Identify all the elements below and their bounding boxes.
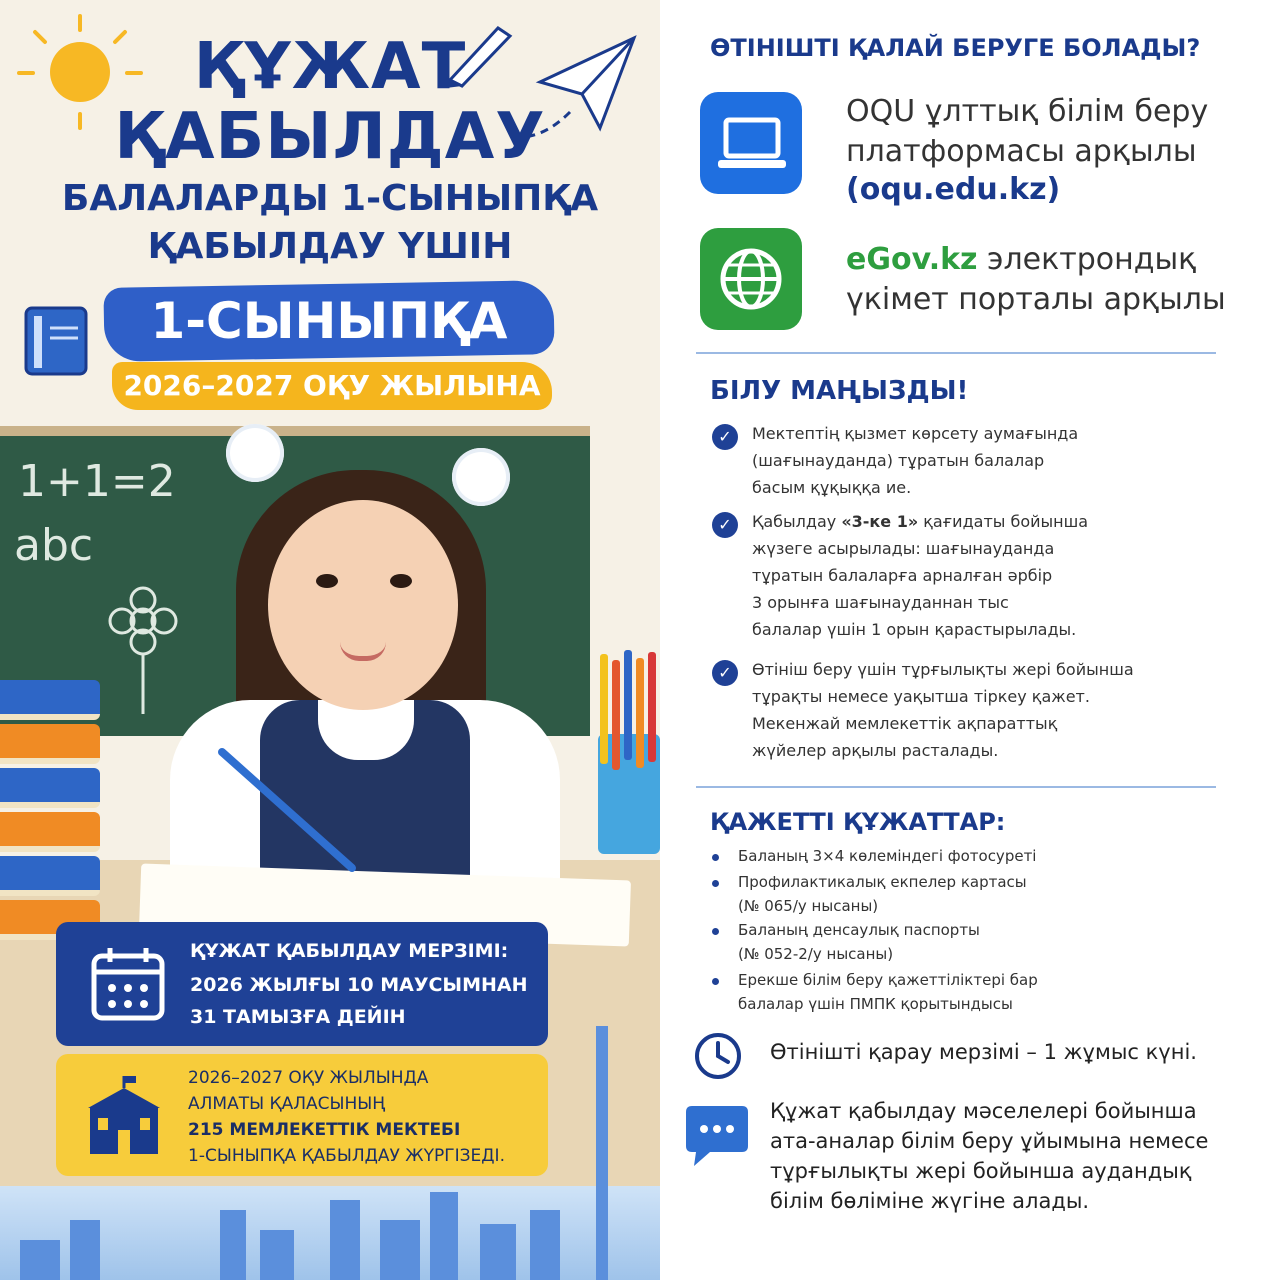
document-item-1: Баланың 3×4 көлеміндегі фотосуреті — [738, 847, 1037, 865]
section-divider — [696, 786, 1216, 788]
skyline-building — [480, 1224, 516, 1280]
important-item-3-line: Өтініш беру үшін тұрғылықты жері бойынша — [752, 660, 1134, 679]
important-item-2-line — [752, 508, 1088, 535]
contact-line: білім бөліміне жүгіне алады. — [770, 1189, 1090, 1213]
deadline-start: 2026 ЖЫЛҒЫ 10 МАУСЫМНАН — [190, 974, 528, 996]
oqu-platform-tile — [700, 92, 802, 194]
important-item-1-line: Мектептің қызмет көрсету аумағында — [752, 424, 1079, 443]
contact-info — [770, 1096, 1208, 1216]
egov-line2: үкімет порталы арқылы — [846, 282, 1226, 317]
skyline-building — [20, 1240, 60, 1280]
skyline-building — [530, 1210, 560, 1280]
document-item-3 — [738, 918, 980, 966]
check-icon: ✓ — [712, 660, 738, 686]
schools-count: 215 МЕМЛЕКЕТТІК МЕКТЕБІ — [188, 1120, 461, 1140]
writing-pencil-icon — [216, 748, 366, 878]
section-divider — [696, 352, 1216, 354]
important-item-1 — [752, 420, 1078, 501]
text-span: қағидаты бойынша — [918, 512, 1089, 531]
chat-bubble-icon — [684, 1102, 750, 1170]
deadline-end: 31 ТАМЫЗҒА ДЕЙІН — [190, 1006, 406, 1028]
calendar-icon — [90, 944, 166, 1024]
subtitle-line2: ҚАБЫЛДАУ ҮШІН — [147, 226, 513, 267]
oqu-link[interactable]: (oqu.edu.kz) — [846, 172, 1061, 207]
document-item-4 — [738, 968, 1038, 1016]
skyline-building — [260, 1230, 294, 1280]
girl-face — [268, 500, 458, 710]
document-item-2 — [738, 870, 1027, 918]
skyline-building — [330, 1200, 360, 1280]
document-item-4-line: Ерекше білім беру қажеттіліктері бар — [738, 971, 1038, 989]
book-icon — [20, 298, 100, 382]
colored-pencil — [600, 654, 608, 764]
important-item-3-line: тұрақты немесе уақытша тіркеу қажет. — [752, 687, 1090, 706]
bullet-dot — [712, 854, 719, 861]
important-item-1-line: басым құқыққа ие. — [752, 478, 912, 497]
girl-eye — [316, 574, 338, 588]
egov-line1 — [846, 242, 1196, 277]
text-span: Қабылдау — [752, 512, 842, 531]
book-stack — [0, 680, 100, 944]
check-icon: ✓ — [712, 424, 738, 450]
document-item-2-line: Профилактикалық екпелер картасы — [738, 873, 1027, 891]
important-item-3-line: жүйелер арқылы расталады. — [752, 741, 999, 760]
how-to-apply-title: ӨТІНІШТІ ҚАЛАЙ БЕРУГЕ БОЛАДЫ? — [710, 34, 1201, 62]
skyline-building — [430, 1192, 458, 1280]
title-line2: ҚАБЫЛДАУ — [114, 100, 546, 174]
important-item-2-line: балалар үшін 1 орын қарастырылады. — [752, 620, 1077, 639]
important-item-2-line: 3 орынға шағынауданнан тыс — [752, 593, 1009, 612]
skyline-building — [220, 1210, 246, 1280]
skyline-building — [380, 1220, 420, 1280]
bullet-dot — [712, 928, 719, 935]
grade-banner: 1-СЫНЫПҚА — [150, 292, 508, 350]
year-banner: 2026–2027 ОҚУ ЖЫЛЫНА — [123, 369, 541, 402]
important-item-2 — [752, 508, 1088, 643]
rule-3-to-1: «3-ке 1» — [841, 512, 919, 531]
oqu-line1: OQU ұлттық білім беру — [846, 94, 1209, 129]
egov-line1-rest: электрондық — [977, 242, 1197, 277]
review-period: Өтінішті қарау мерзімі – 1 жұмыс күні. — [770, 1040, 1197, 1064]
important-item-1-line: (шағынауданда) тұратын балалар — [752, 451, 1045, 470]
document-item-3-line: (№ 052-2/у нысаны) — [738, 945, 894, 963]
colored-pencil — [648, 652, 656, 762]
schools-line2: АЛМАТЫ ҚАЛАСЫНЫҢ — [188, 1094, 386, 1114]
document-item-3-line: Баланың денсаулық паспорты — [738, 921, 980, 939]
contact-line: ата-аналар білім беру ұйымына немесе — [770, 1129, 1209, 1153]
title-line1: ҚҰЖАТ — [193, 30, 467, 104]
important-item-2-line: жүзеге асырылады: шағынауданда — [752, 539, 1055, 558]
city-skyline — [0, 1186, 660, 1280]
book — [0, 724, 100, 764]
skyline-building — [70, 1220, 100, 1280]
subtitle-line1: БАЛАЛАРДЫ 1-СЫНЫПҚА — [61, 178, 599, 219]
documents-title: ҚАЖЕТТІ ҚҰЖАТТАР: — [710, 808, 1006, 836]
board-math: 1+1=2 — [18, 456, 176, 507]
hair-bow — [226, 424, 284, 482]
important-item-2-line: тұратын балаларға арналған әрбір — [752, 566, 1053, 585]
book — [0, 812, 100, 852]
hair-bow — [452, 448, 510, 506]
important-item-3-line: Мекенжай мемлекеттік ақпараттық — [752, 714, 1058, 733]
contact-line: Құжат қабылдау мәселелері бойынша — [770, 1099, 1197, 1123]
deadline-title: ҚҰЖАТ ҚАБЫЛДАУ МЕРЗІМІ: — [190, 940, 509, 962]
schools-line4: 1-СЫНЫПҚА ҚАБЫЛДАУ ЖҮРГІЗЕДІ. — [188, 1146, 505, 1166]
board-letters: abc — [14, 520, 94, 571]
important-title: БІЛУ МАҢЫЗДЫ! — [710, 376, 969, 406]
bullet-dot — [712, 880, 719, 887]
book — [0, 680, 100, 720]
tv-tower — [596, 1026, 608, 1280]
colored-pencil — [624, 650, 632, 760]
colored-pencil — [636, 658, 644, 768]
oqu-line2: платформасы арқылы — [846, 134, 1197, 169]
egov-portal-tile — [700, 228, 802, 330]
schools-line1: 2026–2027 ОҚУ ЖЫЛЫНДА — [188, 1068, 429, 1088]
girl-eye — [390, 574, 412, 588]
bullet-dot — [712, 978, 719, 985]
colored-pencil — [612, 660, 620, 770]
clock-icon — [692, 1030, 744, 1082]
school-building-icon — [82, 1074, 166, 1158]
check-icon: ✓ — [712, 512, 738, 538]
flower-drawing-icon — [98, 586, 188, 716]
book — [0, 768, 100, 808]
globe-icon — [718, 246, 784, 312]
document-item-4-line: балалар үшін ПМПК қорытындысы — [738, 995, 1013, 1013]
laptop-icon — [718, 116, 786, 172]
contact-line: тұрғылықты жері бойынша аудандық — [770, 1159, 1192, 1183]
important-item-3 — [752, 656, 1134, 764]
egov-brand[interactable]: eGov.kz — [846, 242, 978, 277]
document-item-2-line: (№ 065/у нысаны) — [738, 897, 879, 915]
book — [0, 856, 100, 896]
right-panel — [660, 0, 1277, 1280]
